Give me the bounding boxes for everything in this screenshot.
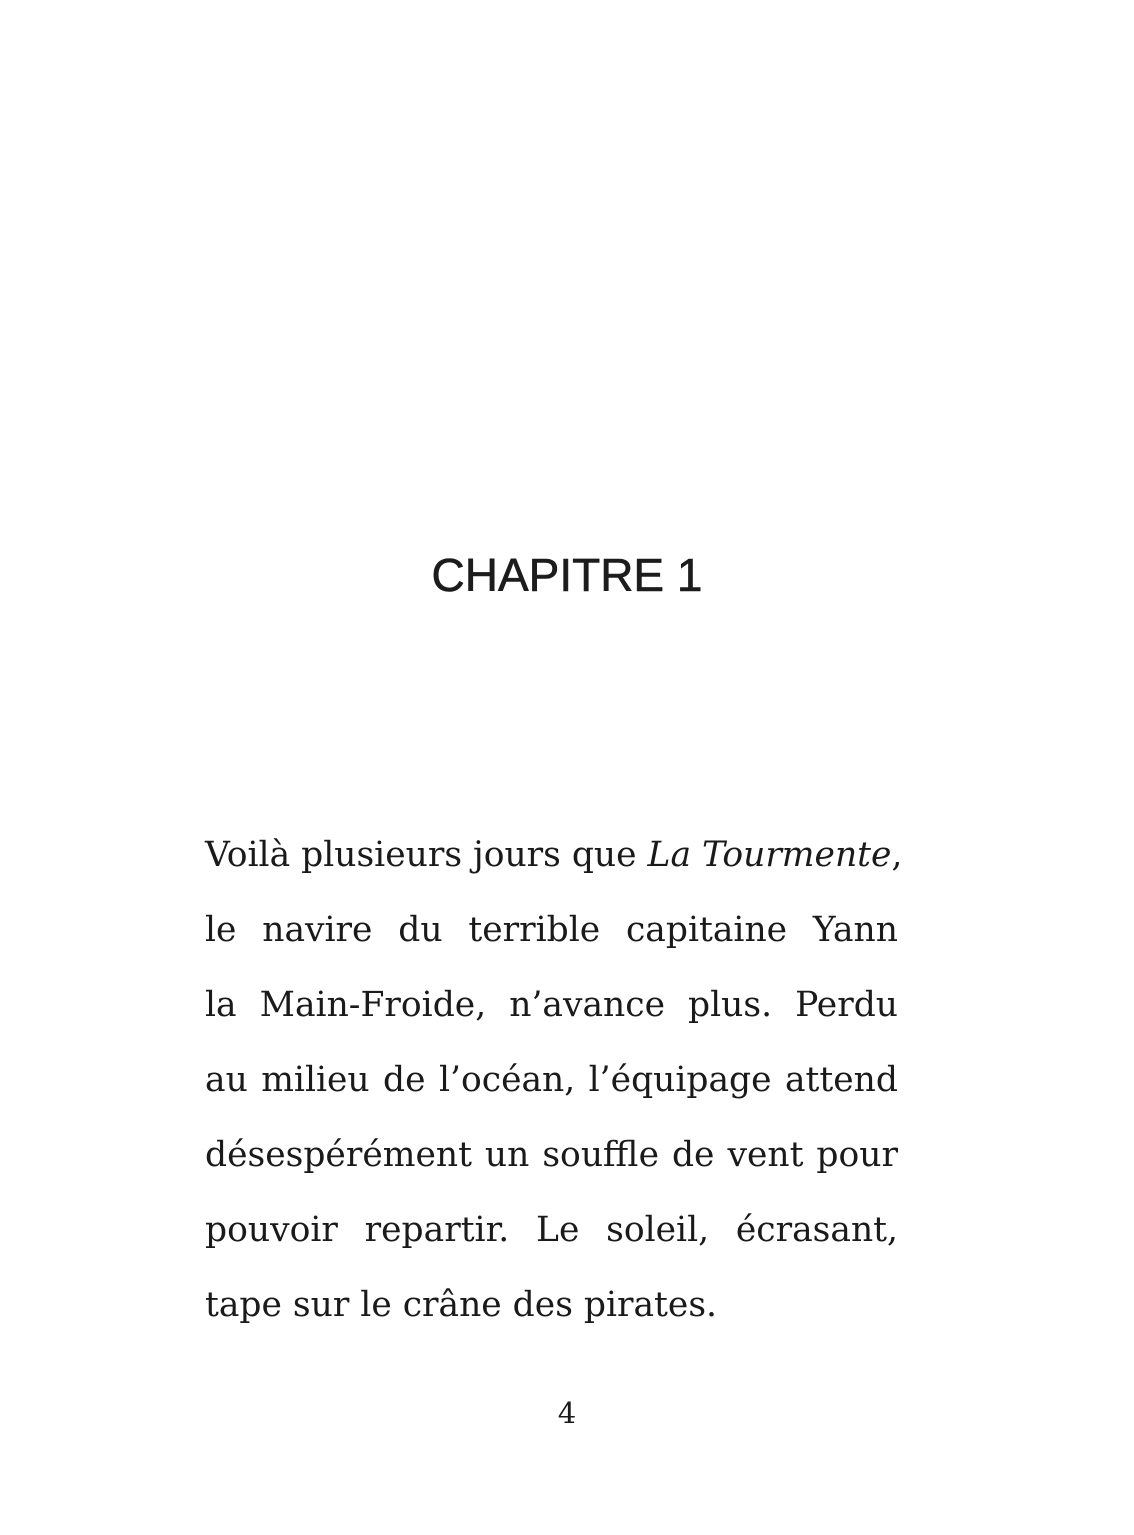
ship-name-italic: La Tourmente <box>647 835 892 875</box>
body-paragraph <box>205 818 903 1343</box>
paragraph-line-3: la Main-Froide, n’avance plus. Perdu <box>205 985 898 1025</box>
paragraph-line-4: au milieu de l’océan, l’équipage attend <box>205 1060 898 1100</box>
line-1-text-end: , <box>891 835 903 875</box>
page-number: 4 <box>557 1396 577 1430</box>
paragraph-line-6: pouvoir repartir. Le soleil, écrasant, <box>205 1210 898 1250</box>
paragraph-line-1 <box>205 818 903 893</box>
paragraph-line-7: tape sur le crâne des pirates. <box>205 1285 717 1325</box>
chapter-heading: CHAPITRE 1 <box>431 549 703 601</box>
paragraph-line-2: le navire du terrible capitaine Yann <box>205 910 898 950</box>
line-1-text-start: Voilà plusieurs jours que <box>205 835 648 875</box>
paragraph-line-5: désespérément un souffle de vent pour <box>205 1135 898 1175</box>
